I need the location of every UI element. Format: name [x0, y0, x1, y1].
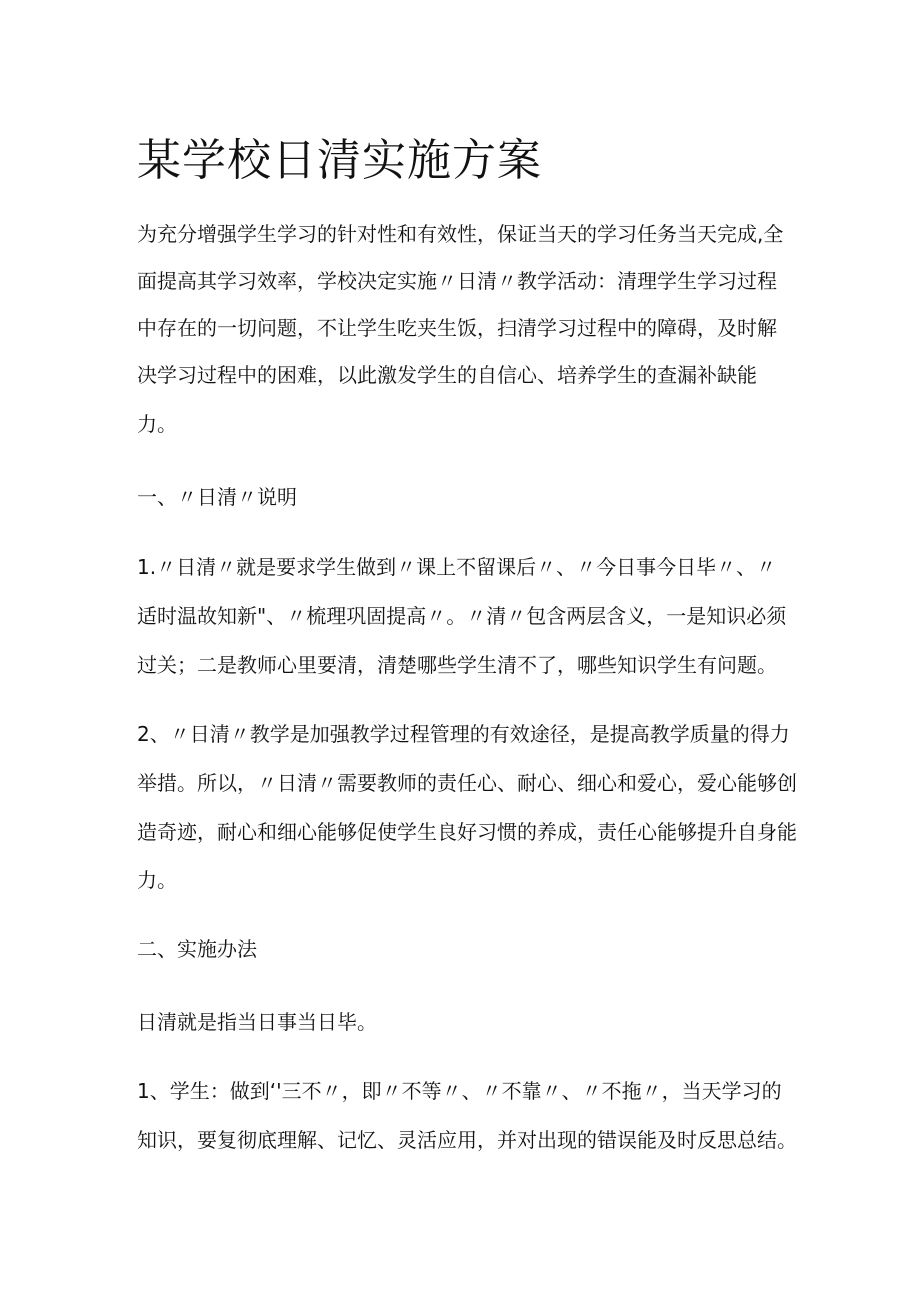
document-title: 某学校日清实施方案	[137, 135, 542, 186]
section1-item1-line-2: 适时温故知新"、〃梳理巩固提高〃。〃清〃包含两层含义，一是知识必须	[137, 604, 787, 628]
section1-item2-line-1: 2、〃日清〃教学是加强教学过程管理的有效途径，是提高教学质量的得力	[137, 722, 790, 746]
section1-heading: 一、〃日清〃说明	[137, 485, 297, 509]
section2-intro: 日清就是指当日事当日毕。	[137, 1010, 377, 1034]
intro-line-3: 中存在的一切问题，不让学生吃夹生饭，扫清学习过程中的障碍，及时解	[137, 316, 777, 340]
intro-line-2: 面提高其学习效率，学校决定实施〃日清〃教学活动：清理学生学习过程	[137, 269, 777, 293]
intro-line-4: 决学习过程中的困难，以此激发学生的自信心、培养学生的查漏补缺能	[137, 363, 757, 387]
intro-line-1: 为充分增强学生学习的针对性和有效性，保证当天的学习任务当天完成,全	[137, 222, 784, 246]
section1-item1-line-3: 过关；二是教师心里要清，清楚哪些学生清不了，哪些知识学生有问题。	[137, 653, 777, 677]
section2-item1-line-2: 知识，要复彻底理解、记忆、灵活应用，并对出现的错误能及时反思总结。	[137, 1128, 797, 1152]
section2-heading: 二、实施办法	[137, 937, 257, 961]
intro-line-5: 力。	[137, 412, 177, 436]
section1-item2-line-2: 举措。所以，〃日清〃需要教师的责任心、耐心、细心和爱心，爱心能够创	[137, 771, 797, 795]
section1-item1-line-1: 1.〃日清〃就是要求学生做到〃课上不留课后〃、〃今日事今日毕〃、〃	[137, 555, 777, 579]
section2-item1-line-1: 1、学生：做到‘'三不〃，即〃不等〃、〃不靠〃、〃不拖〃，当天学习的	[137, 1079, 782, 1103]
section1-item2-line-3: 造奇迹，耐心和细心能够促使学生良好习惯的养成，责任心能够提升自身能	[137, 820, 797, 844]
section1-item2-line-4: 力。	[137, 868, 177, 892]
